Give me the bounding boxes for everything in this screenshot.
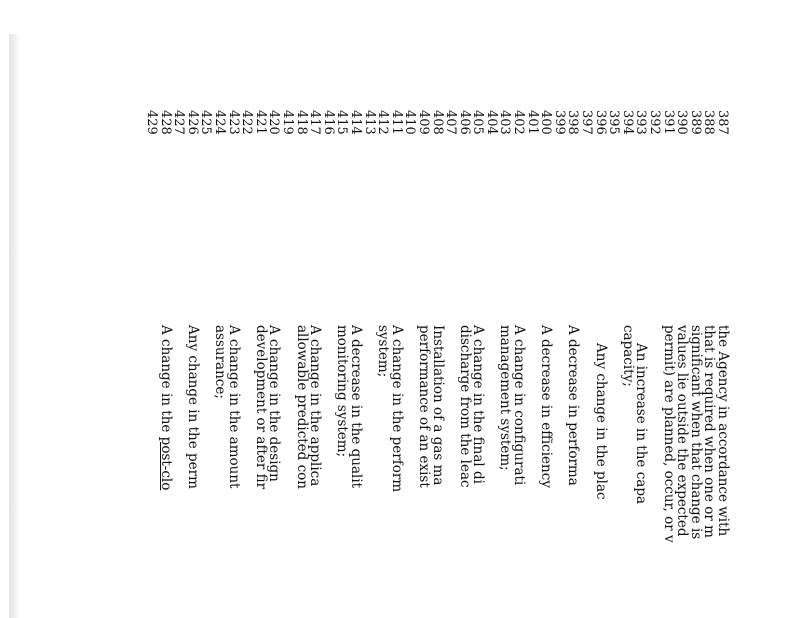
- list-item: [593, 325, 607, 618]
- intro-line: permit) are planned, occur, or v: [660, 325, 677, 543]
- list-item-line: A change in the design: [266, 325, 283, 482]
- line-number: 407: [443, 110, 459, 135]
- line-number: 408: [429, 110, 445, 135]
- list-item-line: allowable predicted con: [293, 325, 310, 489]
- list-item: [212, 325, 242, 618]
- list-item: [415, 325, 446, 618]
- line-number: 419: [280, 110, 295, 135]
- list-item-line: A change in the final di: [470, 325, 487, 484]
- list-item-line: performance of an exist: [415, 325, 432, 488]
- blank-line: [647, 325, 661, 618]
- line-number: 409: [415, 110, 431, 135]
- line-number: 389: [687, 110, 703, 135]
- line-number: 388: [701, 110, 717, 135]
- blank-line: [321, 325, 335, 618]
- line-number: 420: [266, 110, 282, 135]
- line-number: 393: [633, 110, 649, 135]
- last-item-text: A change in the: [157, 325, 174, 437]
- list-item-line: A decrease in performa: [565, 325, 582, 486]
- list-item: [293, 325, 324, 618]
- list-item-line: A change in the perform: [388, 325, 405, 493]
- blank-line: [280, 325, 294, 618]
- line-number: 397: [579, 110, 595, 135]
- line-number: 398: [565, 110, 581, 135]
- line-number: 394: [619, 110, 635, 135]
- list-item-line: A change in the applica: [307, 325, 324, 487]
- line-number: 429: [144, 110, 160, 135]
- list-item-line: A change in configurati: [511, 325, 528, 486]
- line-number-column: [144, 110, 729, 144]
- list-item-line: system;: [375, 325, 392, 378]
- line-number: 428: [157, 110, 173, 135]
- list-item: [185, 325, 199, 618]
- list-item-line: discharge from the leac: [456, 325, 473, 488]
- blank-line: [579, 325, 593, 618]
- line-number: 418: [293, 110, 309, 135]
- line-number: 391: [660, 110, 676, 135]
- list-item-line: A decrease in the qualit: [347, 325, 364, 489]
- list-item-line: development or after fir: [252, 325, 269, 490]
- line-number: 422: [239, 110, 255, 135]
- underlined-term: post-clo: [157, 436, 174, 491]
- line-number: 390: [674, 110, 690, 135]
- list-item-line: A change in the amount: [225, 325, 242, 489]
- list-item: [376, 325, 403, 618]
- line-number: 396: [592, 110, 608, 135]
- list-item-line: Any change in the perm: [184, 325, 201, 489]
- line-number: 413: [361, 110, 377, 135]
- line-number: 423: [225, 110, 241, 135]
- line-number: 387: [715, 110, 730, 135]
- blank-line: [607, 325, 621, 618]
- line-number: 400: [538, 110, 554, 135]
- line-number: 416: [320, 110, 336, 135]
- blank-line: [403, 325, 417, 618]
- list-item-line: management system;: [497, 325, 514, 471]
- line-number: 405: [470, 110, 486, 135]
- intro-line: that is required when one or m: [701, 325, 718, 538]
- intro-line: values lie outside the expected: [674, 325, 691, 537]
- list-item-line: capacity;: [619, 325, 636, 387]
- rotated-content: [119, 110, 729, 618]
- line-number: 401: [524, 110, 540, 135]
- body-text: [158, 325, 729, 618]
- line-number: 414: [347, 110, 363, 135]
- line-number: 399: [551, 110, 567, 135]
- blank-line: [552, 325, 566, 618]
- blank-line: [199, 325, 213, 618]
- blank-line: [525, 325, 539, 618]
- list-item-line: monitoring system;: [334, 325, 351, 458]
- list-item: [497, 325, 528, 618]
- line-number: 424: [212, 110, 228, 135]
- last-item-line: [158, 325, 172, 618]
- line-number: 412: [375, 110, 391, 135]
- line-number: 421: [252, 110, 268, 135]
- list-item: [566, 325, 580, 618]
- line-number: 425: [198, 110, 214, 135]
- blank-line: [484, 325, 498, 618]
- line-number: 410: [402, 110, 418, 135]
- line-number: 415: [334, 110, 350, 135]
- list-item-line: A decrease in efficiency: [538, 325, 555, 488]
- list-item-line: An increase in the capa: [633, 343, 650, 505]
- list-item: [619, 325, 650, 618]
- blank-line: [444, 325, 458, 618]
- list-item: [456, 325, 487, 618]
- line-number: 404: [483, 110, 499, 135]
- line-number: 417: [307, 110, 323, 135]
- intro-line: significant when that change is: [687, 325, 704, 540]
- list-item-line: Installation of a gas ma: [429, 325, 446, 486]
- list-item: [539, 325, 553, 618]
- list-item: [252, 325, 283, 618]
- line-number: 403: [497, 110, 513, 135]
- line-number: 406: [456, 110, 472, 135]
- blank-line: [172, 325, 186, 618]
- blank-line: [362, 325, 376, 618]
- list-item-line: Any change in the plac: [592, 343, 609, 500]
- blank-line: [240, 325, 254, 618]
- list-item-line: assurance;: [212, 325, 229, 399]
- line-number: 426: [184, 110, 200, 135]
- list-item: [335, 325, 362, 618]
- line-number: 427: [171, 110, 187, 135]
- line-number: 395: [606, 110, 622, 135]
- intro-line: the Agency in accordance with: [715, 325, 731, 537]
- change-list: [172, 325, 648, 618]
- line-number: 411: [388, 110, 404, 135]
- line-number: 402: [511, 110, 527, 135]
- line-number: 392: [647, 110, 663, 135]
